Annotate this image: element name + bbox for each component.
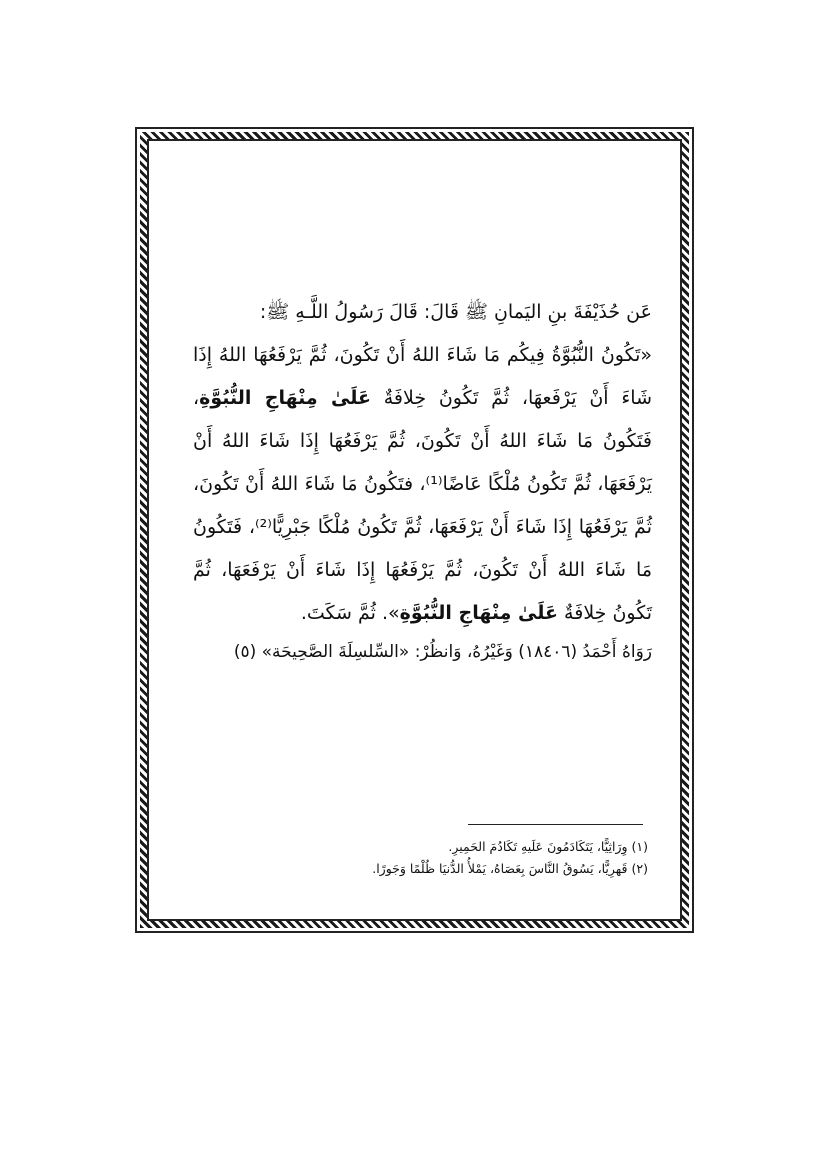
hadith-body-part: ». ثُمَّ سَكَتَ. xyxy=(300,602,400,624)
hadith-body-part: ، فَتَكُونُ مَا شَاءَ اللهُ أَنْ تَكُونَ، ثُمَّ يَرْفَعُهَا إِذَا شَاءَ اللهُ أَنْ يَرْفَعَهَا، ثُمَّ تَكُونُ مُلْكًا عَاضًا⁽¹⁾، فتَكُونُ مَا شَاءَ اللهُ أَنْ تَكُونَ، ثُمَّ يَرْفَعُهَا إِذَا شَاءَ أَنْ يَرْفَعَهَا، ثُمَّ تَكُونُ مُلْكًا جَبْرِيًّا⁽²⁾، فَتَكُونُ مَا شَاءَ اللهُ أَنْ تَكُونَ، ثُمَّ يَرْفَعُهَا إِذَا شَاءَ أَنْ يَرْفَعَهَا، ثُمَّ تَكُونُ خِلافَةٌ xyxy=(193,387,652,624)
footnote-separator xyxy=(468,824,643,825)
hadith-text xyxy=(193,291,652,635)
footnote-2: (٢) قَهرِيًّا، يَسُوقُ النَّاسَ بِعَصَاهُ، يَمْلأُ الدُّنيَا ظُلْمًا وَجَورًا. xyxy=(372,861,648,876)
hadith-source: رَوَاهُ أَحْمَدُ (١٨٤٠٦) وَغَيْرُهُ، وَانظُرْ: «السِّلسِلَةَ الصَّحِيحَة» (٥) xyxy=(233,642,652,662)
footnotes xyxy=(189,836,648,880)
page-border xyxy=(135,127,694,933)
hadith-intro: عَن حُذَيْفَةَ بنِ اليَمانِ ﷺ قَالَ: قَالَ رَسُولُ اللَّـهِ ﷺ: xyxy=(259,301,652,323)
hadith-body-part: «تَكُونُ النُّبُوَّةُ فِيكُم مَا شَاءَ اللهُ أَنْ تَكُونَ، ثُمَّ يَرْفَعُهَا اللهُ إِذَا شَاءَ أَنْ يَرْفَعهَا، ثُمَّ تَكُونُ خِلافَةٌ xyxy=(193,344,652,409)
page-content-area xyxy=(147,139,682,921)
hadith-block xyxy=(193,291,652,669)
footnote-1: (١) وِرَاثِيًّا، يَتَكَادَمُونَ عَلَيهِ تَكَادُمَ الحَمِيرِ. xyxy=(448,839,648,854)
hadith-emphasis: عَلَىٰ مِنْهَاجِ النُّبُوَّةِ xyxy=(399,602,559,624)
hadith-emphasis: عَلَىٰ مِنْهَاجِ النُّبُوَّةِ xyxy=(199,387,371,409)
